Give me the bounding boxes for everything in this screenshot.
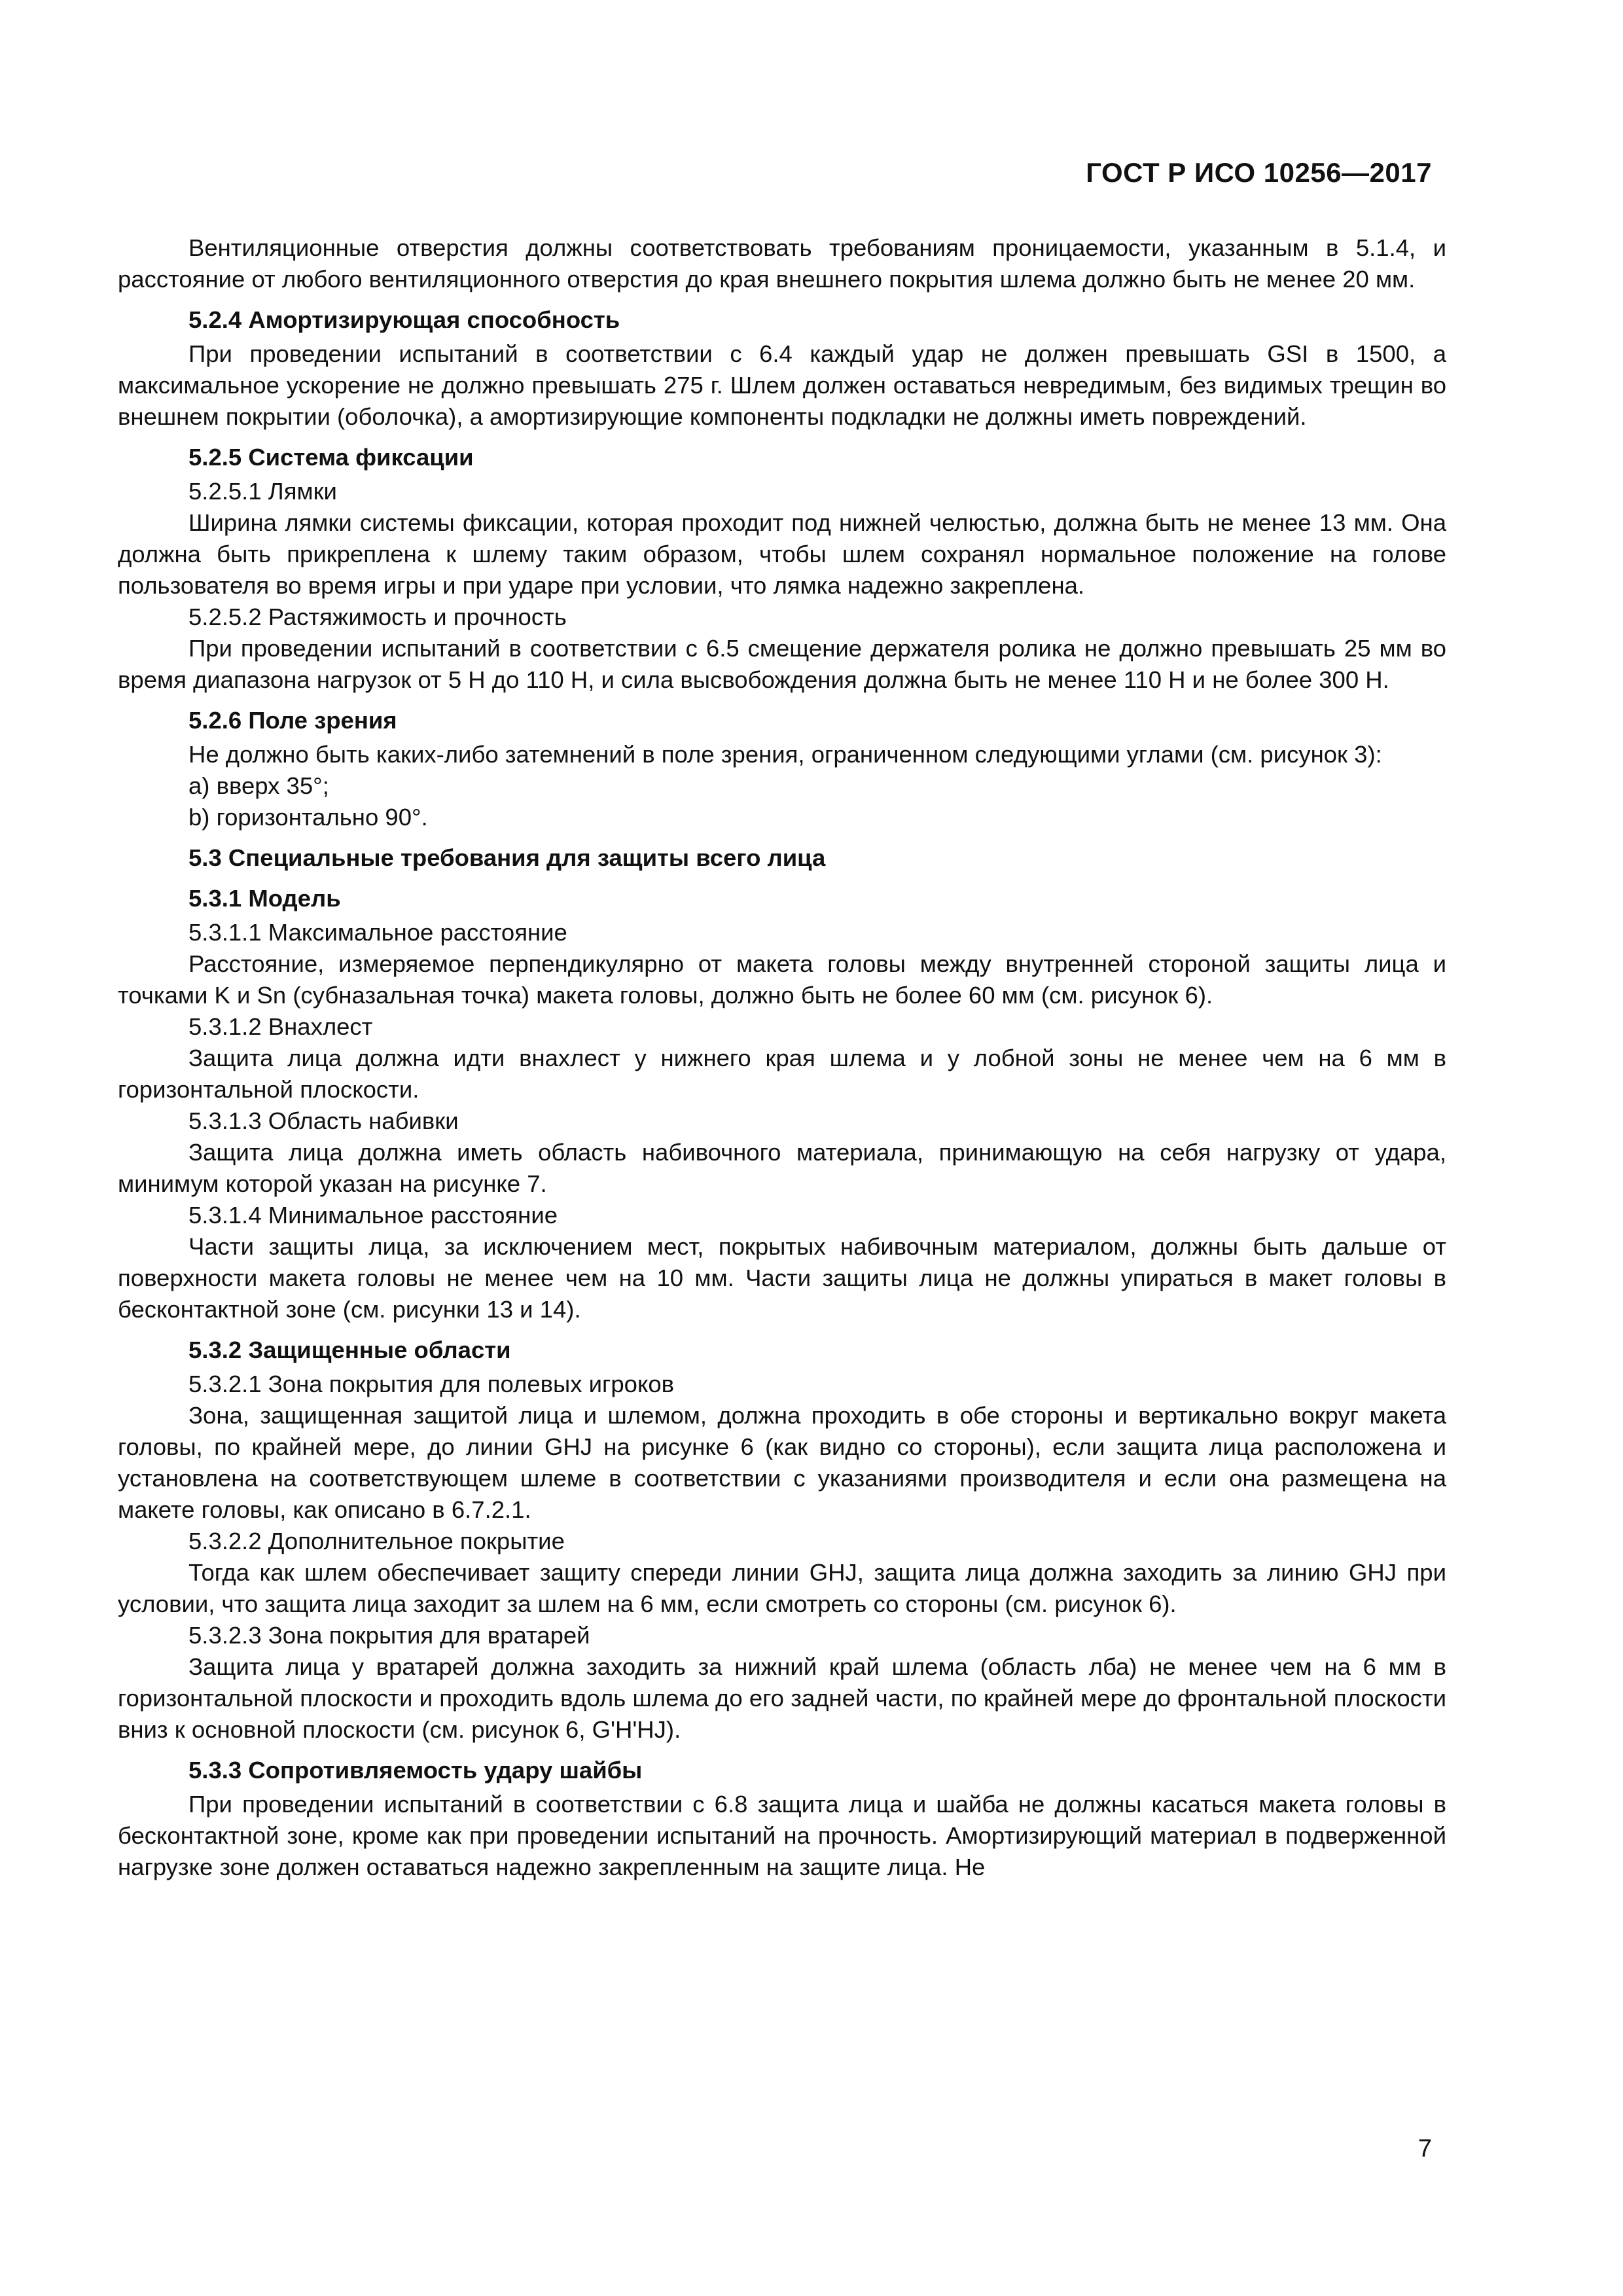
section-heading: 5.3 Специальные требования для защиты всего лица	[188, 844, 826, 871]
paragraph: При проведении испытаний в соответствии с 6.5 смещение держателя ролика не должно превышать 25 мм во время диапазона нагрузок от 5 Н до 110 Н, и сила высвобождения должна быть не менее 110 Н и не более 300 Н.	[118, 635, 1446, 693]
subsection-title: 5.3.2.1 Зона покрытия для полевых игроков	[188, 1371, 675, 1397]
subsection-title: 5.3.1.3 Область набивки	[188, 1107, 459, 1134]
document-body	[118, 232, 1446, 1883]
subsection-title: 5.2.5.2 Растяжимость и прочность	[188, 603, 567, 630]
subsection-title: 5.3.1.2 Внахлест	[188, 1013, 373, 1040]
subsection-title: 5.3.2.3 Зона покрытия для вратарей	[188, 1622, 590, 1649]
section-heading: 5.3.1 Модель	[188, 885, 341, 912]
subsection-title: 5.2.5.1 Лямки	[188, 478, 337, 505]
paragraph: Защита лица должна идти внахлест у нижнего края шлема и у лобной зоны не менее чем на 6 мм в горизонтальной плоскости.	[118, 1045, 1446, 1103]
paragraph: Защита лица должна иметь область набивочного материала, принимающую на себя нагрузку от удара, минимум которой указан на рисунке 7.	[118, 1139, 1446, 1197]
paragraph: Не должно быть каких-либо затемнений в поле зрения, ограниченном следующими углами (см. рисунок 3):	[188, 741, 1382, 768]
subsection-title: 5.3.1.1 Максимальное расстояние	[188, 919, 567, 946]
paragraph: Вентиляционные отверстия должны соответствовать требованиям проницаемости, указанным в 5.1.4, и расстояние от любого вентиляционного отверстия до края внешнего покрытия шлема должно быть не менее 20 мм.	[118, 234, 1446, 293]
paragraph: Ширина лямки системы фиксации, которая проходит под нижней челюстью, должна быть не менее 13 мм. Она должна быть прикреплена к шлему таким образом, чтобы шлем сохранял нормальное положение на голове пользователя во время игры и при ударе при условии, что лямка надежно закреплена.	[118, 509, 1446, 599]
page-number: 7	[1418, 2135, 1432, 2162]
paragraph: При проведении испытаний в соответствии с 6.4 каждый удар не должен превышать GSI в 1500, а максимальное ускорение не должно превышать 275 г. Шлем должен оставаться невредимым, без видимых трещин во внешнем покрытии (оболочка), а амортизирующие компоненты подкладки не должны иметь повреждений.	[118, 340, 1446, 430]
paragraph: Части защиты лица, за исключением мест, покрытых набивочным материалом, должны быть дальше от поверхности макета головы не менее чем на 10 мм. Части защиты лица не должны упираться в макет головы в бесконтактной зоне (см. рисунки 13 и 14).	[118, 1233, 1446, 1323]
paragraph: Защита лица у вратарей должна заходить за нижний край шлема (область лба) не менее чем на 6 мм в горизонтальной плоскости и проходить вдоль шлема до его задней части, по крайней мере до фронтальной плоскости вниз к основной плоскости (см. рисунок 6, G'H'HJ).	[118, 1653, 1446, 1743]
paragraph: Зона, защищенная защитой лица и шлемом, должна проходить в обе стороны и вертикально вокруг макета головы, по крайней мере, до линии GHJ на рисунке 6 (как видно со стороны), если защита лица расположена и установлена на соответствующем шлеме в соответствии с указаниями производителя и если она размещена на макете головы, как описано в 6.7.2.1.	[118, 1402, 1446, 1523]
section-heading: 5.2.5 Система фиксации	[188, 444, 474, 471]
section-heading: 5.2.6 Поле зрения	[188, 707, 397, 734]
subsection-title: 5.3.2.2 Дополнительное покрытие	[188, 1528, 565, 1554]
section-heading: 5.3.2 Защищенные области	[188, 1336, 511, 1363]
document-header: ГОСТ Р ИСО 10256—2017	[1086, 157, 1432, 188]
list-item: b) горизонтально 90°.	[188, 804, 428, 831]
list-item: a) вверх 35°;	[188, 772, 329, 799]
subsection-title: 5.3.1.4 Минимальное расстояние	[188, 1202, 558, 1229]
section-heading: 5.3.3 Сопротивляемость удару шайбы	[188, 1757, 643, 1784]
paragraph: Тогда как шлем обеспечивает защиту спереди линии GHJ, защита лица должна заходить за линию GHJ при условии, что защита лица заходит за шлем на 6 мм, если смотреть со стороны (см. рисунок 6).	[118, 1559, 1446, 1617]
paragraph: При проведении испытаний в соответствии с 6.8 защита лица и шайба не должны касаться макета головы в бесконтактной зоне, кроме как при проведении испытаний на прочность. Амортизирующий материал в подверженной нагрузке зоне должен оставаться надежно закрепленным на защите лица. Не	[118, 1791, 1446, 1880]
paragraph: Расстояние, измеряемое перпендикулярно от макета головы между внутренней стороной защиты лица и точками K и Sn (субназальная точка) макета головы, должно быть не более 60 мм (см. рисунок 6).	[118, 950, 1446, 1009]
section-heading: 5.2.4 Амортизирующая способность	[188, 306, 620, 333]
